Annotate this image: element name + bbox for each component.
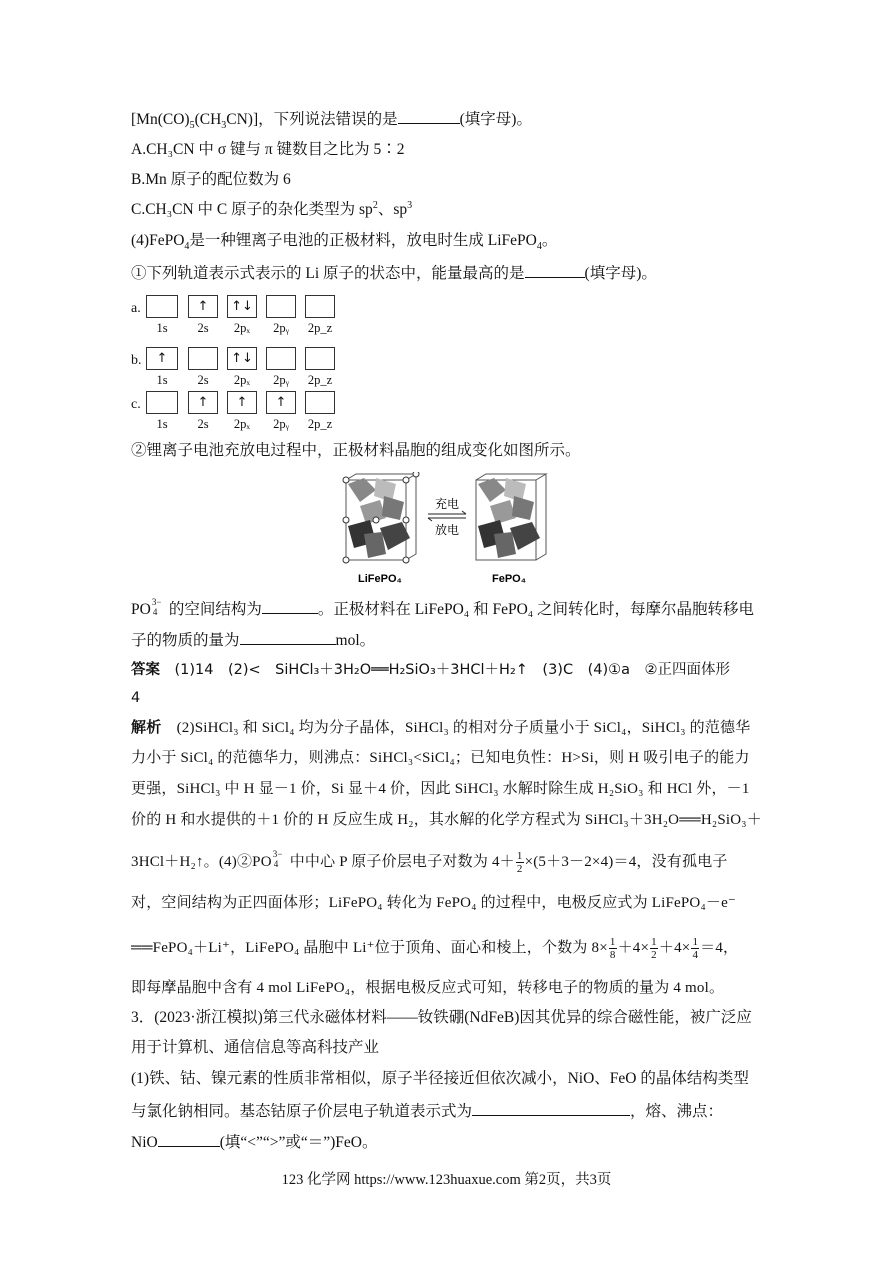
answer-blank[interactable] <box>398 108 460 124</box>
fraction: $\frac{1}{8}$ <box>609 936 616 961</box>
question-4: (4)FePO$_4$是一种锂离子电池的正极材料，放电时生成 LiFePO$_4$。 <box>131 232 558 253</box>
explanation-line: 即每摩晶胞中含有 4 mol LiFePO₄，根据电极反应式可知，转移电子的物质的量为 4 mol。 <box>131 980 725 996</box>
orbital-box: ↑ <box>146 347 178 370</box>
orbital-option-label: b. <box>131 353 142 368</box>
answer-blank[interactable] <box>472 1100 630 1116</box>
orbital-name: 2p_z <box>307 373 333 387</box>
fraction: $\frac{1}{2}$ <box>651 936 657 961</box>
explanation-line: 力小于 SiCl₄ 的范德华力，则沸点：SiHCl₃<SiCl₄；已知电负性：H>Si，则 H 吸引电子的能力 <box>131 750 750 766</box>
explanation-line: ══FePO₄＋Li⁺，LiFePO₄ 晶胞中 Li⁺位于顶角、面心和棱上，个数为 8× $\frac{1}{8}$ ＋4× $\frac{1}{2}$ ＋4× $\frac{1}{4}$ ＝4， <box>131 936 739 961</box>
question-4-2: ②锂离子电池充放电过程中，正极材料晶胞的组成变化如图所示。 <box>131 442 581 459</box>
explanation-label: 解析 <box>131 718 162 736</box>
orbital-box <box>146 391 178 414</box>
lifepo4-cell <box>343 472 419 563</box>
orbital-box: ↑ <box>227 391 257 414</box>
question-3-1: (1)铁、钴、镍元素的性质非常相似，原子半径接近但依次减小，NiO、FeO 的晶体结构类型 <box>131 1070 749 1087</box>
orbital-name: 2pₓ <box>233 417 251 431</box>
orbital-name: 2pₓ <box>233 321 251 335</box>
option-a: A.CH₃CN 中 σ 键与 π 键数目之比为 5∶2 <box>131 141 405 158</box>
orbital-name: 2p_z <box>307 417 333 431</box>
explanation-line: 解析 (2)SiHCl₃ 和 SiCl₄ 均为分子晶体，SiHCl₃ 的相对分子质量小于 SiCl₄，SiHCl₃ 的范德华 <box>131 718 751 736</box>
orbital-name: 2s <box>197 373 209 387</box>
orbital-name: 2pᵧ <box>273 417 289 431</box>
orbital-name: 1s <box>156 321 168 335</box>
option-b: B.Mn 原子的配位数为 6 <box>131 171 291 188</box>
lifepo4-label: LiFePO₄ <box>358 573 402 585</box>
explanation-line: 对，空间结构为正四面体形；LiFePO₄ 转化为 FePO₄ 的过程中，电极反应式为 LiFePO₄－e⁻ <box>131 895 737 911</box>
orbital-box <box>305 391 335 414</box>
orbital-name: 1s <box>156 417 168 431</box>
orbital-option-label: a. <box>131 301 141 316</box>
orbital-box: ↑ <box>266 391 296 414</box>
crystal-cell-figure <box>340 472 560 588</box>
orbital-name: 1s <box>156 373 168 387</box>
orbital-option-label: c. <box>131 397 141 412</box>
answer-blank[interactable] <box>240 629 336 645</box>
fepo4-label: FePO₄ <box>492 573 526 585</box>
explanation-line: 3HCl＋H₂↑。(4)②PO 3− 4 中中心 P 原子价层电子对数为 4＋ $\frac{1}{2}$ ×(5＋3－2×4)＝4，没有孤电子 <box>131 848 728 875</box>
orbital-box <box>266 295 296 318</box>
option-c: C.CH₃CN 中 C 原子的杂化类型为 $sp^2$、$sp^3$ <box>131 199 413 218</box>
fraction: $\frac{1}{2}$ <box>516 850 523 875</box>
orbital-box <box>146 295 178 318</box>
answer-text: (1)14 (2)< SiHCl₃＋3H₂O══H₂SiO₃＋3HCl＋H₂↑ (3)C (4)①a ②正四面体形 <box>174 662 731 678</box>
question-continuation: $[Mn(CO)_5(CH_3CN)]$，下列说法错误的是 (填字母)。 <box>131 108 532 130</box>
orbital-box <box>305 347 335 370</box>
orbital-name: 2pₓ <box>233 373 251 387</box>
question-3-cont: 用于计算机、通信信息等高科技产业 <box>131 1039 380 1056</box>
orbital-box <box>305 295 335 318</box>
question-4-4: 子的物质的量为 mol。 <box>131 629 375 651</box>
orbital-name: 2pᵧ <box>273 373 289 387</box>
orbital-box: ↑↓ <box>227 295 257 318</box>
answer-label: 答案 <box>131 662 160 678</box>
page-footer: 123 化学网 https://www.123huaxue.com 第2页，共3页 <box>281 1172 612 1188</box>
charge-label: 充电 <box>435 497 460 511</box>
explanation-line: 价的 H 和水提供的＋1 价的 H 反应生成 H₂，其水解的化学方程式为 SiHCl₃＋3H₂O══H₂SiO₃＋ <box>131 812 762 828</box>
orbital-box: ↑ <box>188 391 218 414</box>
explanation-line: 更强，SiHCl₃ 中 H 显－1 价，Si 显＋4 价，因此 SiHCl₃ 水解时除生成 H₂SiO₃ 和 HCl 外，－1 <box>131 781 750 797</box>
answer-blank[interactable] <box>525 262 585 278</box>
discharge-label: 放电 <box>435 523 460 537</box>
question-3-1-cont: 与氯化钠相同。基态钴原子价层电子轨道表示式为 ，熔、沸点： <box>131 1100 723 1122</box>
question-4-3: PO 3− 4 的空间结构为 。正极材料在 LiFePO₄ 和 FePO₄ 之间转化时，每摩尔晶胞转移电 <box>131 597 755 618</box>
question-3-1-end: NiO (填“<”“>”或“＝”)FeO。 <box>131 1131 377 1153</box>
orbital-box: ↑↓ <box>227 347 257 370</box>
question-4-1: ①下列轨道表示式表示的 Li 原子的状态中，能量最高的是 (填字母)。 <box>131 262 657 284</box>
answer-blank[interactable] <box>158 1131 220 1147</box>
fraction: $\frac{1}{4}$ <box>692 936 699 961</box>
orbital-name: 2s <box>197 417 209 431</box>
orbital-box <box>188 347 218 370</box>
question-3: 3．(2023·浙江模拟)第三代永磁体材料——钕铁硼(NdFeB)因其优异的综合磁性能，被广泛应 <box>131 1009 752 1026</box>
answer-section <box>131 660 730 680</box>
orbital-name: 2s <box>197 321 209 335</box>
orbital-name: 2pᵧ <box>273 321 289 335</box>
answer-continuation: 4 <box>131 690 141 706</box>
orbital-box <box>266 347 296 370</box>
answer-blank[interactable] <box>262 598 318 614</box>
fepo4-cell <box>476 474 546 560</box>
orbital-box: ↑ <box>188 295 218 318</box>
orbital-name: 2p_z <box>307 321 333 335</box>
